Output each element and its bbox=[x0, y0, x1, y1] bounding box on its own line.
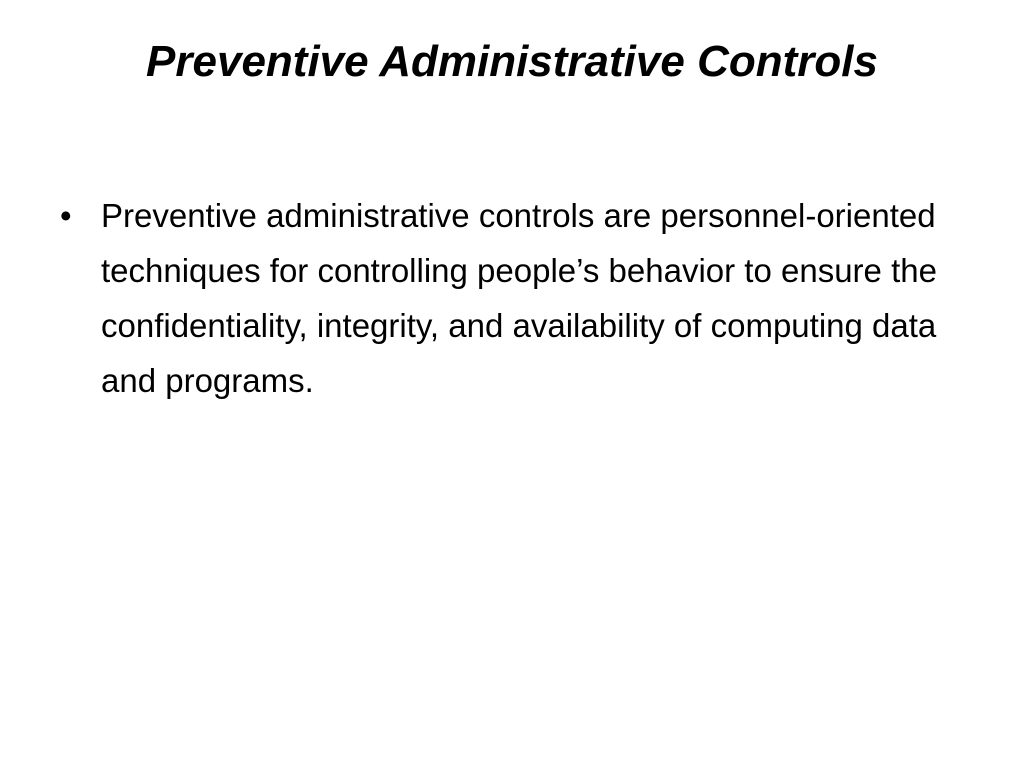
bullet-text: Preventive administrative controls are personnel-oriented techniques for controlling people’s behavior to ensure the confidentiality, integrity, and availability of computing data and programs. bbox=[101, 197, 937, 399]
bullet-list bbox=[60, 188, 960, 408]
bullet-marker: • bbox=[60, 197, 72, 234]
slide-title: Preventive Administrative Controls bbox=[146, 37, 878, 86]
bullet-item bbox=[60, 188, 960, 408]
